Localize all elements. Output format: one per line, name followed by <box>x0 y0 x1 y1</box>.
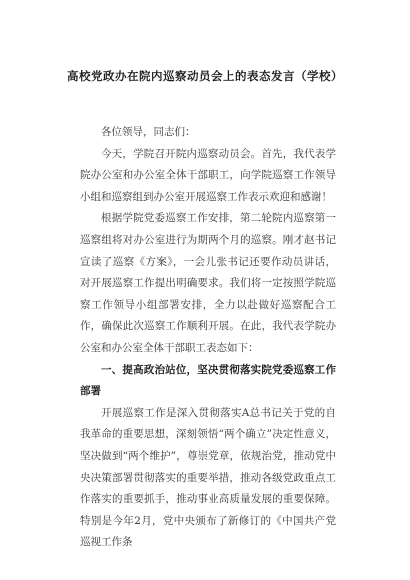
document-title: 高校党政办在院内巡察动员会上的表态发言（学校） <box>67 69 343 83</box>
document-body <box>80 122 336 554</box>
paragraph-3: 开展巡察工作是深入贯彻落实A总书记关于党的自我革命的重要思想，深刻领悟“两个确立”决定性意义，坚决做到“两个维护”，尊崇党章，依规治党，推动党中央决策部署贯彻落实的重要举措，推动各级党政重点工作落实的重要抓手，推动事业高质量发展的重要保障。特别是今年2月，党中央颁布了新修订的《中国共产党巡视工作条 <box>80 406 336 549</box>
section-heading-1: 一、提高政治站位，坚决贯彻落实院党委巡察工作部署 <box>80 363 336 398</box>
paragraph-2: 根据学院党委巡察工作安排，第二轮院内巡察第一巡察组将对办公室进行为期两个月的巡察。刚才赵书记宣读了巡察《方案》，一会儿张书记还要作动员讲话，对开展巡察工作提出明确要求。我们将一定按照学院巡察工作领导小组部署安排，全力以赴做好巡察配合工作，确保此次巡察工作顺利开展。在此，我代表学院办公室和办公室全体干部职工表态如下： <box>80 212 336 354</box>
paragraph-1: 今天，学院召开院内巡察动员会。首先，我代表学院办公室和办公室全体干部职工，向学院巡察工作领导小组和巡察组到办公室开展巡察工作表示欢迎和感谢！ <box>80 147 336 203</box>
salutation: 各位领导，同志们： <box>101 126 196 138</box>
